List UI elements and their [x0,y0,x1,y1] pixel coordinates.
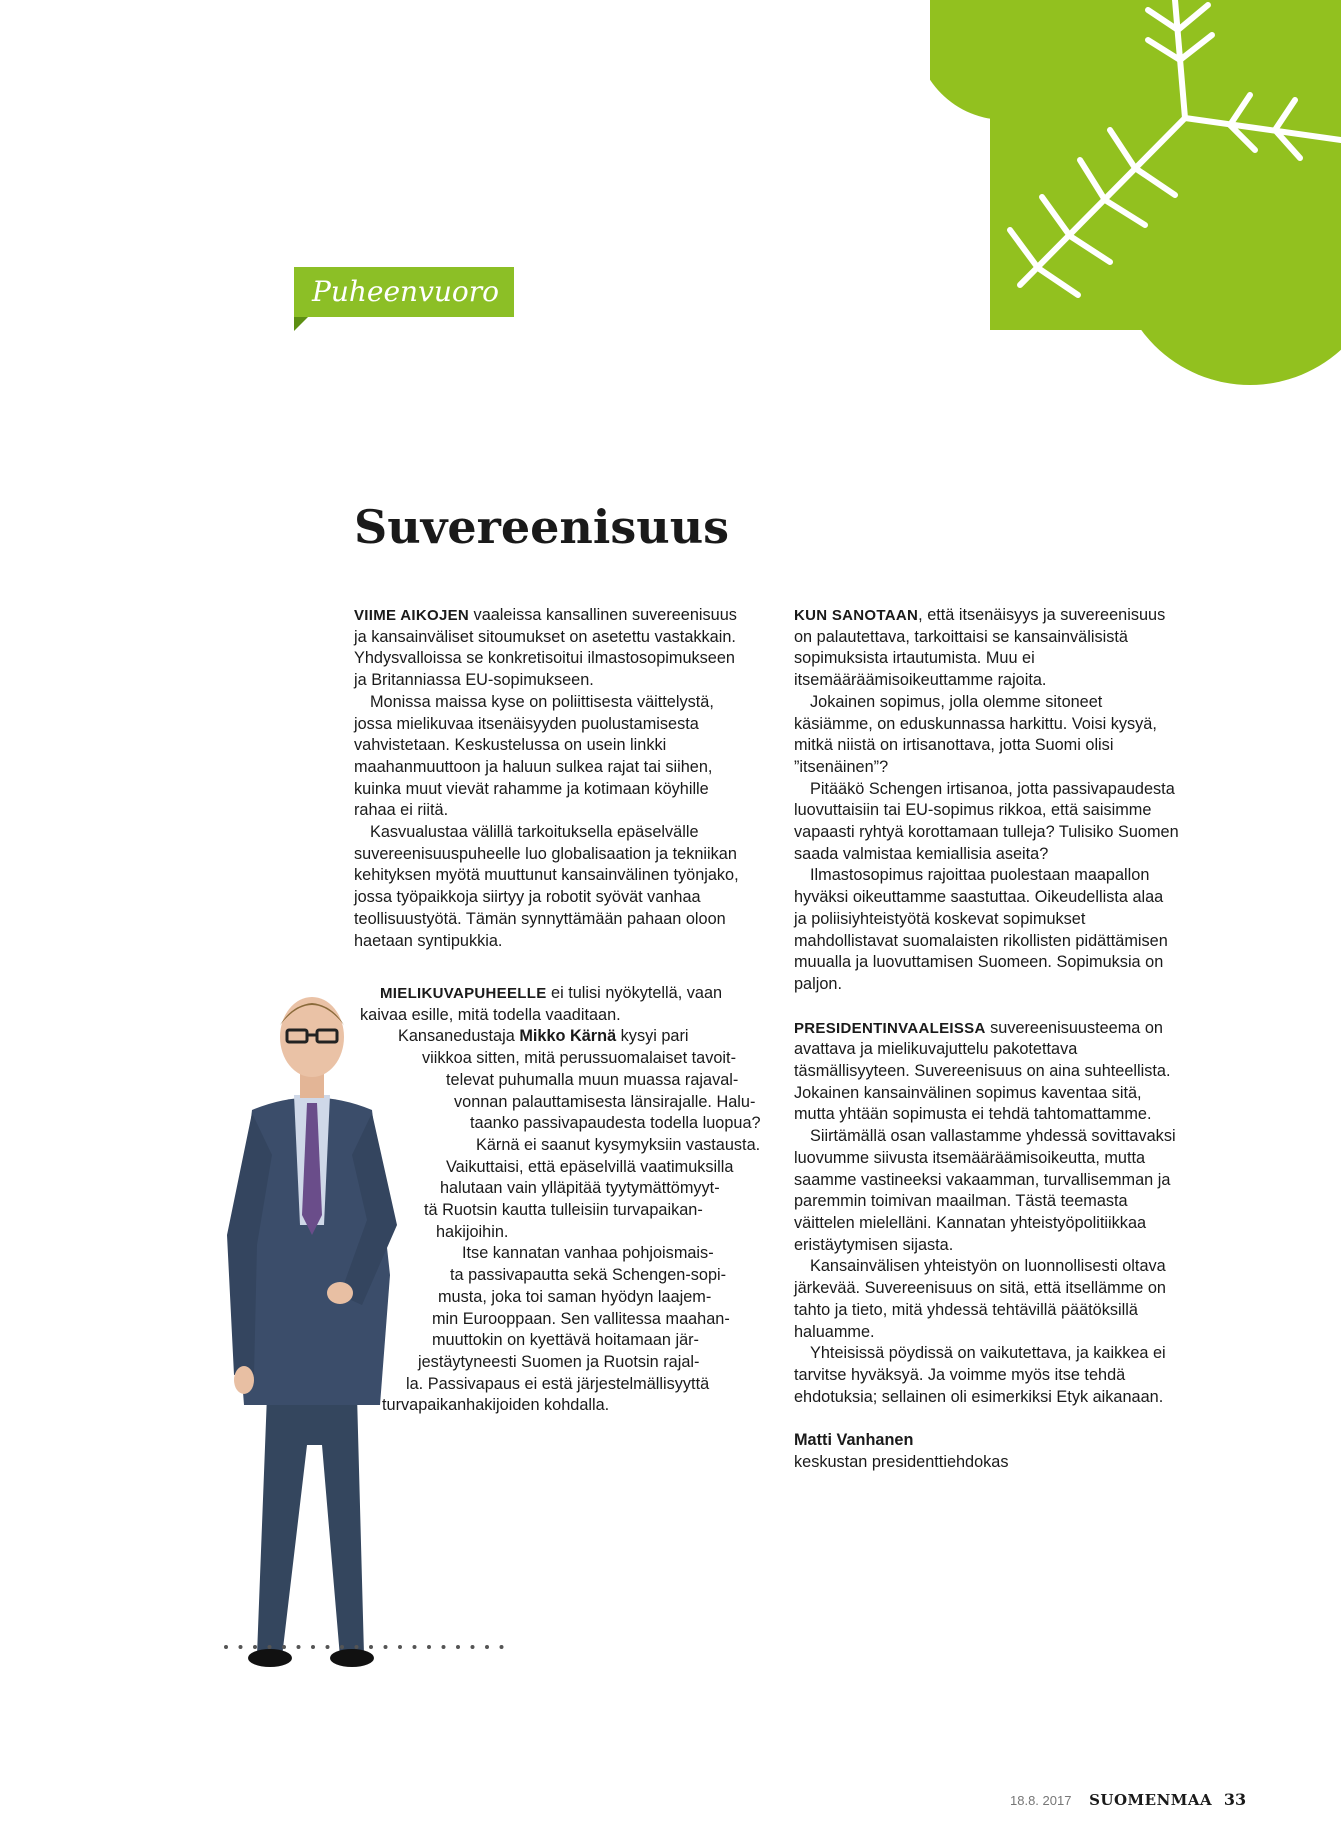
text-line: Kärnä ei saanut kysymyksiin vastausta. [476,1135,761,1154]
text-line: viikkoa sitten, mitä perussuomalaiset tavoit- [422,1049,736,1068]
text-line: tä Ruotsin kautta tulleisiin turvapaikan- [424,1201,703,1220]
article-column-left-lower [354,983,761,1417]
dot [239,1645,243,1649]
paragraph [794,605,1180,692]
clover-logo-graphic [930,0,1341,395]
paragraph: Kansainvälisen yhteistyön on luonnollisesti oltava järkevää. Suvereenisuus on sitä, että itsellämme on tahto ja tieto, mitä yhdessä tehtävillä päätöksillä haluamme. [794,1257,1166,1341]
author-signature [794,1430,1180,1473]
text-line: televat puhumalla muun muassa rajaval- [446,1070,739,1089]
text-line: vonnan palauttamisesta länsirajalle. Halu- [454,1092,756,1111]
paragraph: Kasvualustaa välillä tarkoituksella epäselvälle suvereenisuuspuheelle luo globalisaation ja tekniikan kehityksen myötä muuttunut kansainvälinen työnjako, jossa työpaikkoja siirtyy ja robotit syövät vanhaa teollisuustyötä. Tämän synnyttämään pahaan oloon haetaan syntipukkia. [354,823,739,950]
dot [456,1645,460,1649]
text-line: kaivaa esille, mitä todella vaaditaan. [360,1005,621,1024]
dot [500,1645,504,1649]
dot [485,1645,489,1649]
text-line: taanko passivapaudesta todella luopua? [470,1114,761,1133]
paragraph [354,605,739,692]
paragraph: Pitääkö Schengen irtisanoa, jotta passivapaudesta luovuttaisiin tai EU-sopimus rikkoa, että saisimme vapaasti ryhtyä korottamaan tulleja? Tulisiko Suomen saada valmistaa kemiallisia aseita? [794,779,1179,863]
text-line: Itse kannatan vanhaa pohjoismais- [462,1244,714,1263]
dot [398,1645,402,1649]
dot [384,1645,388,1649]
paragraph-text: , että itsenäisyys ja suvereenisuus on palautettava, tarkoittaisi se kansainvälisistä sopimuksista irtautumista. Muu ei itsemääräämisoikeuttamme rajoita. [794,606,1166,690]
lead-in: PRESIDENTINVAALEISSA [794,1019,986,1037]
text-line [354,1026,754,1048]
text-line: hakijoihin. [436,1222,509,1241]
author-portrait-photo [212,975,412,1670]
paragraph: Jokainen sopimus, jolla olemme sitoneet käsiämme, on eduskunnassa harkittu. Voisi kysyä, mitkä niistä on irtisanottava, jotta Suomi olisi ”itsenäinen”? [794,692,1157,776]
magazine-name: SUOMENMAA [1089,1791,1213,1809]
dot [355,1645,359,1649]
dot [340,1645,344,1649]
article-column-right [794,605,1180,1474]
text-line: la. Passivapaus ei estä järjestelmällisyyttä [406,1374,710,1393]
paragraph: Yhteisissä pöydissä on vaikutettava, ja kaikkea ei tarvitse hyväksyä. Ja voimme myös itse tehdä ehdotuksia; sellainen oli esimerkiksi Etyk aikanaan. [794,1344,1166,1406]
text-line: turvapaikanhakijoiden kohdalla. [382,1396,610,1415]
decorative-dotted-line [222,1643,512,1651]
article-title: Suvereenisuus [354,500,730,554]
text-line: jestäytyneesti Suomen ja Ruotsin rajal- [418,1352,700,1371]
dot [442,1645,446,1649]
article-column-left-upper [354,605,739,952]
paragraph: Ilmastosopimus rajoittaa puolestaan maapallon hyväksi oikeuttamme saastuttaa. Oikeudellista alaa ja poliisiyhteistyötä koskevat sopimukset mahdollistavat suomalaisten rikollisten pidättämisen muualla ja luovuttamisen Suomeen. Sopimuksia on paljon. [794,866,1168,993]
dot [224,1645,228,1649]
section-tag-tail [294,317,308,331]
line-text: ei tulisi nyökytellä, vaan [546,984,723,1002]
line-text: kysyi pari [616,1027,689,1046]
dot [268,1645,272,1649]
text-line: Vaikuttaisi, että epäselvillä vaatimuksilla [446,1157,734,1176]
dot [282,1645,286,1649]
text-line: muuttokin on kyettävä hoitamaan jär- [432,1331,699,1350]
dot [311,1645,315,1649]
dot [427,1645,431,1649]
lead-in: VIIME AIKOJEN [354,607,470,624]
text-line: musta, joka toi saman hyödyn laajem- [438,1287,712,1306]
text-line: ta passivapautta sekä Schengen-sopi- [450,1266,727,1285]
author-role: keskustan presidenttiehdokas [794,1453,1009,1472]
paragraph-text: vaaleissa kansallinen suvereenisuus ja kansainväliset sitoumukset on asetettu vastakkain. Yhdysvalloissa se konkretisoitui ilmastosopimukseen ja Britanniassa EU-sopimukseen. [354,606,737,690]
paragraph: Monissa maissa kyse on poliittisesta väittelystä, jossa mielikuvaa itsenäisyyden puolustamisesta vahvistetaan. Keskustelussa on usein linkki maahanmuuttoon ja haluun sulkea rajat tai siihen, kuinka muut vievät rahamme ja kotimaan köyhille rahaa ei riitä. [354,692,714,820]
line-text: Kansanedustaja [398,1027,520,1046]
mentioned-person-name: Mikko Kärnä [519,1027,617,1046]
text-line: min Eurooppaan. Sen vallitessa maahan- [432,1309,730,1328]
page-footer [1010,1790,1246,1809]
dot [369,1645,373,1649]
section-tag: Puheenvuoro [294,267,514,317]
paragraph-text: suvereenisuusteema on avattava ja mielikuvajuttelu pakotettava täsmällisyyteen. Suvereenisuus on aina suhteellista. Jokainen kansainvälinen sopimus kaventaa sitä, mutta yhtään sopimusta ei tehdä tahtomattamme. [794,1018,1171,1124]
page-number: 33 [1223,1790,1247,1809]
dot [326,1645,330,1649]
dot [413,1645,417,1649]
text-line [354,983,754,1005]
dot [471,1645,475,1649]
dot [253,1645,257,1649]
lead-in: MIELIKUVAPUHEELLE [380,985,547,1002]
lead-in: KUN SANOTAAN [794,607,919,624]
paragraph: Siirtämällä osan vallastamme yhdessä sovittavaksi luovumme siivusta itsemääräämisoikeutta, mutta saamme vastineeksi vakaamman, turvallisemman ja paremmin toimivan maailman. Tästä teemasta väittelen mielelläni. Kannatan yhteistyöpolitiikkaa eristäytymisen sijasta. [794,1127,1176,1254]
paragraph [794,1018,1180,1127]
author-name: Matti Vanhanen [794,1431,914,1450]
issue-date: 18.8. 2017 [1010,1793,1072,1808]
dot [297,1645,301,1649]
text-line: halutaan vain ylläpitää tyytymättömyyt- [440,1179,720,1198]
